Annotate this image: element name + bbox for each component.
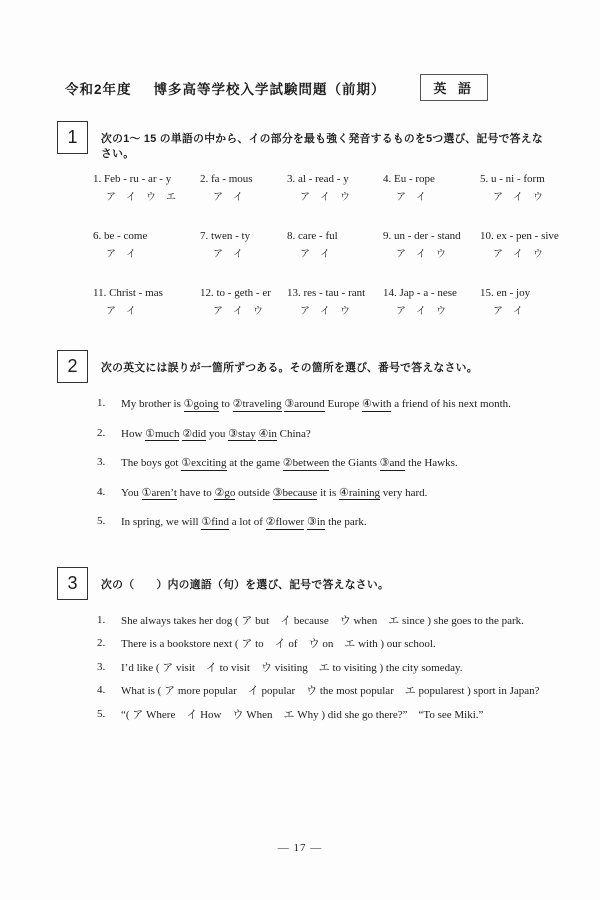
question-row-1: [97, 397, 543, 412]
underlined-segment: ③stay: [228, 427, 256, 440]
word-item-15: [480, 287, 559, 317]
text-segment: The boys got: [121, 457, 182, 469]
word-text: 15. en - joy: [480, 287, 531, 299]
question-row-3: [97, 661, 543, 676]
underlined-segment: ①aren’t: [141, 486, 177, 499]
kana-options: ア イ: [106, 249, 136, 260]
text-segment: very hard.: [380, 486, 428, 499]
text-segment: you: [206, 427, 229, 440]
text-segment: the Hawks.: [405, 457, 458, 469]
word-text: 4. Eu - rope: [383, 173, 435, 185]
kana-options: ア イ ウ: [493, 192, 543, 203]
question-number: 3.: [97, 456, 106, 468]
text-segment: the Giants: [329, 457, 380, 469]
word-item-6: [93, 230, 200, 260]
section-2: [57, 350, 543, 530]
question-text: [121, 456, 543, 471]
underlined-segment: ②did: [182, 427, 207, 440]
word-text: 1. Feb - ru - ar - y: [93, 173, 172, 185]
text-segment: a lot of: [228, 516, 266, 528]
underlined-segment: ③in: [306, 516, 326, 528]
question-number: 4.: [97, 684, 106, 696]
section-2-header: [57, 350, 543, 383]
question-number: 5.: [97, 707, 106, 720]
section-1-number: 1: [57, 121, 88, 154]
text-segment: How: [121, 427, 146, 440]
text-segment: at the game: [226, 457, 283, 469]
section-1-instruction: 次の1～ 15 の単語の中から、イの部分を最も強く発音するものを5つ選び、記号で答えなさい。: [101, 133, 543, 160]
underlined-segment: ④raining: [339, 486, 381, 499]
question-row-1: [97, 614, 543, 629]
word-item-2: [200, 173, 287, 203]
section-3-header: [57, 567, 543, 600]
underlined-segment: ②between: [282, 457, 330, 469]
kana-options: ア イ ウ: [300, 192, 350, 203]
kana-options: ア イ: [106, 306, 136, 317]
page-number: — 17 —: [277, 842, 323, 854]
text-segment: have to: [176, 486, 215, 499]
kana-options: ア イ: [213, 192, 243, 203]
header-year: 令和2年度: [65, 81, 132, 97]
word-text: 12. to - geth - er: [200, 287, 271, 299]
exam-header: [57, 74, 543, 101]
word-text: 9. un - der - stand: [383, 230, 461, 242]
section-3-instruction: 次の（ ）内の適語（句）を選び、記号で答えなさい。: [101, 578, 390, 591]
underlined-segment: ④in: [258, 427, 277, 440]
word-text: 7. twen - ty: [200, 230, 251, 242]
question-text: [121, 427, 543, 442]
word-text: 2. fa - mous: [200, 173, 253, 185]
question-text: [121, 397, 543, 412]
underlined-segment: ②flower: [265, 516, 305, 528]
text-segment: to: [218, 398, 233, 410]
underlined-segment: ①going: [183, 398, 219, 410]
question-row-2: [97, 427, 543, 442]
section-2-number: 2: [57, 350, 88, 383]
section-1-header: [57, 121, 543, 161]
underlined-segment: ③around: [284, 398, 325, 410]
text-segment: You: [121, 486, 142, 499]
kana-options: ア イ ウ: [493, 249, 543, 260]
underlined-segment: ④with: [362, 398, 392, 410]
word-text: 13. res - tau - rant: [287, 287, 366, 299]
word-item-7: [200, 230, 287, 260]
word-item-8: [287, 230, 383, 260]
kana-options: ア イ ウ エ: [106, 192, 176, 203]
question-row-2: [97, 637, 543, 652]
question-number: 2.: [97, 637, 106, 649]
kana-options: ア イ: [396, 192, 426, 203]
text-segment: a friend of his next month.: [391, 398, 511, 410]
kana-options: ア イ: [300, 249, 330, 260]
question-row-3: [97, 456, 543, 471]
question-number: 5.: [97, 515, 106, 527]
word-item-10: [480, 230, 559, 260]
underlined-segment: ②traveling: [232, 398, 282, 410]
word-text: 14. Jap - a - nese: [383, 287, 457, 299]
kana-options: ア イ ウ: [396, 306, 446, 317]
underlined-segment: ①exciting: [181, 457, 227, 469]
word-text: 6. be - come: [93, 230, 148, 242]
kana-options: ア イ: [213, 249, 243, 260]
kana-options: ア イ ウ: [300, 306, 350, 317]
underlined-segment: ③and: [379, 457, 406, 469]
question-text: “( ア Where イ How ウ When エ Why ) did she go there?” “To see Miki.”: [121, 708, 484, 721]
subject-badge: 英 語: [420, 74, 488, 101]
question-row-4: [97, 684, 543, 699]
word-grid: [93, 173, 559, 317]
question-text: She always takes her dog ( ア but イ because ウ when エ since ) she goes to the park.: [121, 614, 524, 627]
question-text: What is ( ア more popular イ popular ウ the most popular エ popularest ) sport in Japan?: [121, 685, 540, 697]
word-text: 3. al - read - y: [287, 173, 349, 185]
word-item-14: [383, 287, 480, 317]
text-segment: China?: [276, 427, 311, 440]
text-segment: In spring, we will: [121, 516, 202, 528]
section-1: [57, 121, 559, 317]
word-item-11: [93, 287, 200, 317]
question-number: 3.: [97, 660, 106, 673]
question-text: I’d like ( ア visit イ to visit ウ visiting エ to visiting ) the city someday.: [121, 661, 463, 674]
question-number: 4.: [97, 485, 106, 498]
text-segment: the park.: [325, 516, 367, 528]
section-3: [57, 567, 543, 723]
kana-options: ア イ: [493, 306, 523, 317]
page-title: 博多高等学校入学試験問題（前期）: [153, 81, 386, 97]
question-row-5: [97, 708, 543, 723]
word-item-5: [480, 173, 559, 203]
section-3-questions: [97, 614, 543, 723]
kana-options: ア イ ウ: [213, 306, 263, 317]
text-segment: Europe: [324, 398, 363, 410]
text-segment: outside: [235, 486, 273, 499]
question-number: 1.: [97, 613, 106, 626]
section-3-number: 3: [57, 567, 88, 600]
question-number: 2.: [97, 426, 106, 439]
question-text: [121, 515, 543, 530]
question-text: There is a bookstore next ( ア to イ of ウ on エ with ) our school.: [121, 638, 436, 650]
word-text: 5. u - ni - form: [480, 173, 545, 185]
question-row-4: [97, 486, 543, 501]
word-item-1: [93, 173, 200, 203]
section-2-instruction: 次の英文には誤りが一箇所ずつある。その箇所を選び、番号で答えなさい。: [101, 362, 478, 374]
underlined-segment: ①find: [201, 516, 229, 528]
text-segment: it is: [317, 486, 340, 499]
word-item-12: [200, 287, 287, 317]
kana-options: ア イ ウ: [396, 249, 446, 260]
word-item-9: [383, 230, 480, 260]
word-text: 10. ex - pen - sive: [480, 230, 559, 242]
question-text: [121, 486, 543, 501]
section-2-questions: [97, 397, 543, 530]
question-number: 1.: [97, 397, 106, 409]
word-item-4: [383, 173, 480, 203]
word-item-3: [287, 173, 383, 203]
word-item-13: [287, 287, 383, 317]
underlined-segment: ②go: [214, 486, 236, 499]
word-text: 11. Christ - mas: [93, 287, 163, 299]
question-row-5: [97, 515, 543, 530]
word-text: 8. care - ful: [287, 230, 338, 242]
text-segment: My brother is: [121, 398, 184, 410]
underlined-segment: ③because: [272, 486, 318, 499]
underlined-segment: ①much: [145, 427, 180, 440]
